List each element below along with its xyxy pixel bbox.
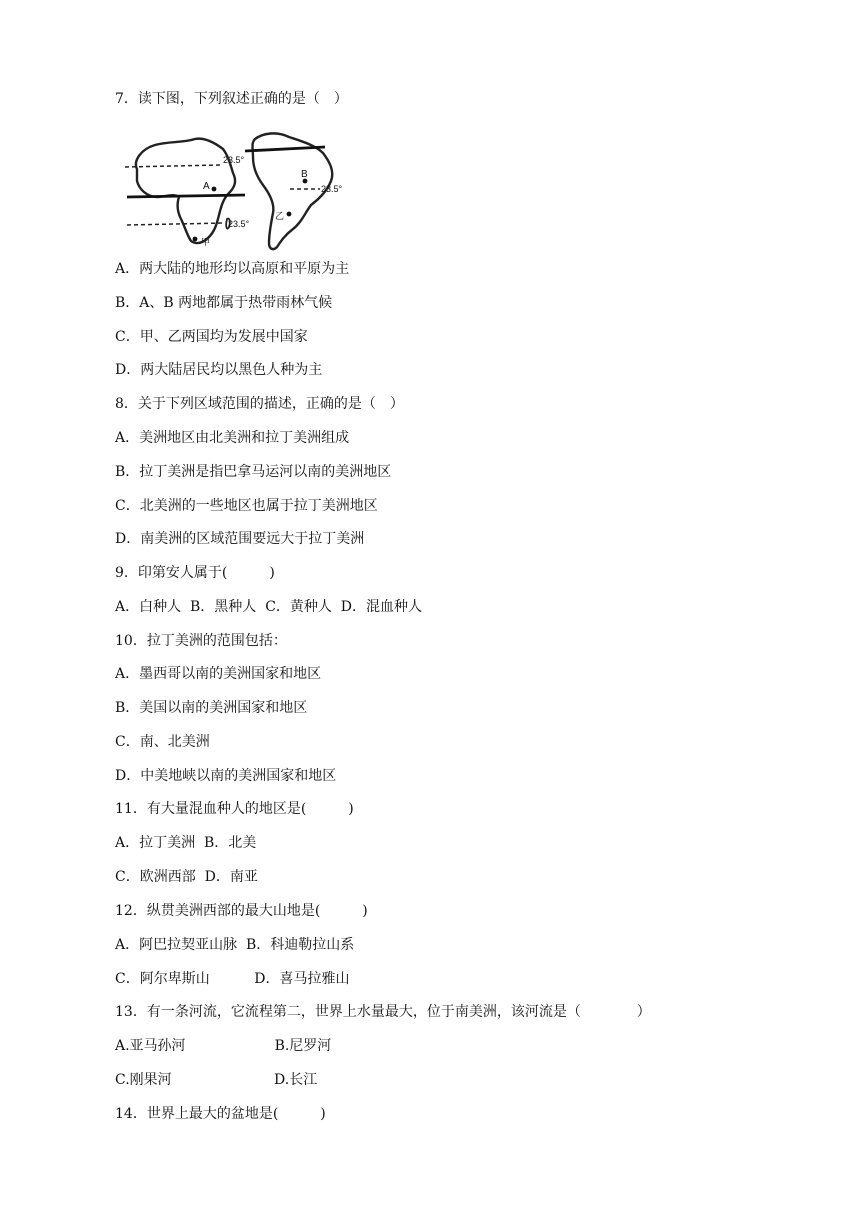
q7-option-b: B．A、B 两地都属于热带雨林气候: [115, 295, 333, 311]
q10-stem: 10．拉丁美洲的范围包括：: [115, 633, 287, 649]
label-point-jia: 甲: [201, 237, 211, 247]
q7-option-c: C．甲、乙两国均为发展中国家: [115, 329, 308, 345]
q13-options-row1: A.亚马孙河 B.尼罗河: [115, 1038, 332, 1054]
q8-option-b: B．拉丁美洲是指巴拿马运河以南的美洲地区: [115, 464, 392, 480]
q7-option-d: D．两大陆居民均以黑色人种为主: [115, 362, 323, 378]
q11-options-row2: C．欧洲西部 D．南亚: [115, 869, 258, 885]
south-tropic-line-africa: [127, 223, 225, 225]
equator-line-2: [245, 147, 325, 151]
q9-stem: 9．印第安人属于( ): [115, 565, 275, 581]
label-point-yi: 乙: [275, 211, 285, 221]
q8-stem: 8．关于下列区域范围的描述，正确的是（ ）: [115, 396, 404, 412]
q10-option-c: C．南、北美洲: [115, 734, 210, 750]
q12-options-row1: A．阿巴拉契亚山脉 B．科迪勒拉山系: [115, 937, 355, 953]
q14-stem: 14．世界上最大的盆地是( ): [115, 1106, 326, 1122]
label-lat-north: 23.5°: [223, 155, 245, 165]
label-lat-south-america: 23.5°: [321, 184, 343, 194]
north-tropic-line: [125, 165, 220, 167]
q10-option-d: D．中美地峡以南的美洲国家和地区: [115, 768, 337, 784]
point-jia-marker: [193, 237, 198, 242]
q11-stem: 11．有大量混血种人的地区是( ): [115, 801, 354, 817]
q7-stem: 7．读下图，下列叙述正确的是（ ）: [115, 91, 348, 107]
q8-option-d: D．南美洲的区域范围要远大于拉丁美洲: [115, 531, 365, 547]
africa-outline: [136, 139, 235, 243]
africa-south-america-map: [125, 127, 350, 252]
q13-options-row2: C.刚果河 D.长江: [115, 1072, 318, 1088]
q10-option-a: A．墨西哥以南的美洲国家和地区: [115, 666, 322, 682]
q11-options-row1: A．拉丁美洲 B．北美: [115, 835, 257, 851]
q8-option-a: A．美洲地区由北美洲和拉丁美洲组成: [115, 430, 350, 446]
label-point-b: B: [301, 169, 308, 180]
point-yi-marker: [287, 212, 292, 217]
q12-options-row2: C．阿尔卑斯山 D．喜马拉雅山: [115, 971, 350, 987]
q12-stem: 12．纵贯美洲西部的最大山地是( ): [115, 903, 368, 919]
equator-line-1: [127, 195, 245, 197]
q13-stem: 13．有一条河流，它流程第二，世界上水量最大，位于南美洲，该河流是（ ）: [115, 1004, 651, 1020]
point-a-marker: [212, 187, 217, 192]
q7-option-a: A．两大陆的地形均以高原和平原为主: [115, 261, 350, 277]
label-point-a: A: [203, 181, 210, 192]
label-lat-south-africa: 23.5°: [228, 219, 250, 229]
q8-option-c: C．北美洲的一些地区也属于拉丁美洲地区: [115, 498, 378, 514]
q10-option-b: B．美国以南的美洲国家和地区: [115, 700, 308, 716]
q9-options: A．白种人 B．黑种人 C．黄种人 D．混血种人: [115, 599, 423, 615]
